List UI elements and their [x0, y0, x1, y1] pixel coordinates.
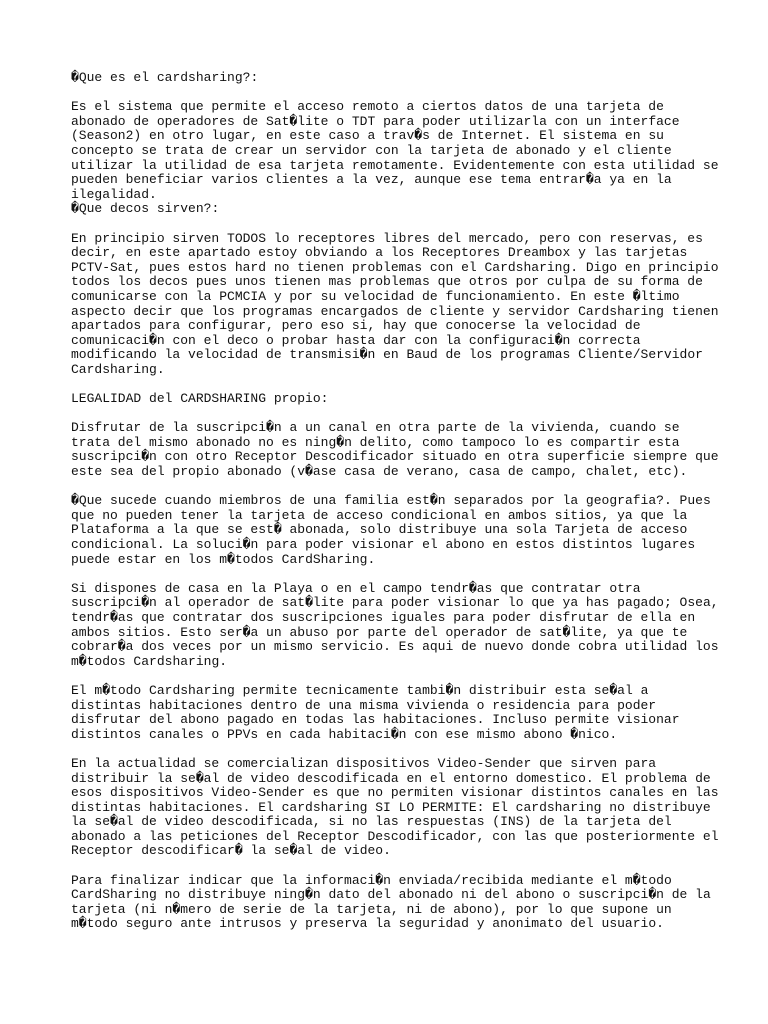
section-heading	[71, 392, 711, 407]
text-line: distintas habitaciones dentro de una misma vivienda o residencia para poder	[71, 697, 657, 713]
text-line: El m�todo Cardsharing permite tecnicamente tambi�n distribuir esta se�al a	[71, 682, 649, 698]
text-line: �Que sucede cuando miembros de una familia est�n separados por la geografia?. Pues	[71, 493, 711, 509]
text-line: modificando la velocidad de transmisi�n en Baud de los programas Cliente/Servidor	[71, 347, 703, 363]
body-paragraph	[71, 755, 719, 859]
text-line: todos los decos pues unos tienen mas problemas que otros por culpa de su forma de	[71, 274, 703, 290]
text-line: Disfrutar de la suscripci�n a un canal en otra parte de la vivienda, cuando se	[71, 420, 680, 436]
text-line: Es el sistema que permite el acceso remoto a ciertos datos de una tarjeta de	[71, 99, 664, 115]
text-line: comunicarse con la PCMCIA y por su velocidad de funcionamiento. En este �ltimo	[71, 288, 680, 304]
paragraph-spacer	[71, 217, 711, 232]
paragraph-spacer	[71, 86, 711, 101]
text-line: Cardsharing.	[71, 361, 165, 377]
body-paragraph	[71, 684, 711, 742]
text-line: Si dispones de casa en la Playa o en el campo tendr�as que contratar otra	[71, 580, 641, 596]
text-line: suscripci�n con otro Receptor Descodificador situado en otra superficie siempre que	[71, 449, 719, 465]
body-paragraph	[71, 580, 719, 670]
text-line: m�todos Cardsharing.	[71, 653, 228, 669]
text-line: suscripci�n al operador de sat�lite para poder visionar lo que ya has pagado; Osea,	[71, 595, 719, 611]
text-line: Para finalizar indicar que la informaci�n enviada/recibida mediante el m�todo	[71, 872, 672, 888]
text-line: tarjeta (ni n�mero de serie de la tarjeta, ni de abono), por lo que supone un	[71, 901, 672, 917]
text-line: ilegalidad.	[71, 186, 157, 202]
text-line: puede estar en los m�todos CardSharing.	[71, 551, 376, 567]
paragraph-spacer	[71, 669, 711, 684]
body-paragraph	[71, 99, 719, 202]
text-line: distribuir la se�al de video descodificada en el entorno domestico. El problema de	[71, 770, 711, 786]
text-line: LEGALIDAD del CARDSHARING propio:	[71, 391, 329, 407]
text-line: trata del mismo abonado no es ning�n delito, como tampoco lo es compartir esta	[71, 434, 680, 450]
paragraph-spacer	[71, 567, 711, 582]
text-line: PCTV-Sat, pues estos hard no tienen problemas con el Cardsharing. Digo en principio	[71, 259, 719, 275]
text-line: �Que es el cardsharing?:	[71, 70, 259, 85]
text-line: m�todo seguro ante intrusos y preserva la seguridad y anonimato del usuario.	[71, 916, 664, 932]
text-line: condicional. La soluci�n para poder visionar el abono en estos distintos lugares	[71, 537, 696, 552]
text-line: pueden beneficiar varios clientes a la vez, aunque ese tema entrar�a ya en la	[71, 172, 672, 188]
document-page	[71, 70, 719, 932]
text-line: (Season2) en otro lugar, en este caso a trav�s de Internet. El sistema en su	[71, 128, 664, 144]
section-heading	[71, 202, 711, 217]
text-line: aspecto decir que los programas encargados de cliente y servidor Cardsharing tienen	[71, 303, 719, 319]
paragraph-spacer	[71, 742, 711, 757]
text-line: que no pueden tener la tarjeta de acceso condicional en ambos sitios, ya que la	[71, 507, 688, 523]
text-line: concepto se trata de crear un servidor con la tarjeta de abonado y el cliente	[71, 142, 672, 158]
text-line: cobrar�a dos veces por un mismo servicio. Es aqui de nuevo donde cobra utilidad los	[71, 639, 719, 655]
text-line: utilizar la utilidad de esa tarjeta remotamente. Evidentemente con esta utilidad se	[71, 157, 719, 173]
text-line: decir, en este apartado estoy obviando a los Receptores Dreambox y las tarjetas	[71, 245, 688, 261]
paragraph-spacer	[71, 859, 711, 874]
text-line: disfrutar del abono pagado en todas las habitaciones. Incluso permite visionar	[71, 712, 680, 728]
section-heading	[71, 71, 711, 86]
text-line: ambos sitios. Esto ser�a un abuso por parte del operador de sat�lite, ya que te	[71, 624, 688, 640]
text-line: abonado a las peticiones del Receptor Descodificador, con las que posteriormente el	[71, 828, 719, 844]
text-line: apartados para configurar, pero eso si, hay que conocerse la velocidad de	[71, 318, 641, 334]
body-paragraph	[71, 874, 711, 932]
text-line: abonado de operadores de Sat�lite o TDT para poder utilizarla con un interface	[71, 113, 680, 129]
body-paragraph	[71, 420, 719, 480]
text-line: Plataforma a la que se est� abonada, solo distribuye una sola Tarjeta de acceso	[71, 522, 688, 538]
text-line: �Que decos sirven?:	[71, 201, 220, 217]
text-line: En la actualidad se comercializan dispositivos Video-Sender que sirven para	[71, 755, 657, 771]
body-paragraph	[71, 230, 719, 378]
text-line: comunicaci�n con el deco o probar hasta dar con la configuraci�n correcta	[71, 332, 641, 348]
text-line: la se�al de video descodificada, si no las respuestas (INS) de la tarjeta del	[71, 814, 672, 830]
paragraph-spacer	[71, 377, 711, 392]
text-line: Receptor descodificar� la se�al de video.	[71, 843, 391, 859]
body-paragraph	[71, 494, 711, 567]
text-line: distintas habitaciones. El cardsharing SI LO PERMITE: El cardsharing no distribuye	[71, 799, 711, 815]
text-line: CardSharing no distribuye ning�n dato del abonado ni del abono o suscripci�n de la	[71, 887, 711, 903]
text-line: este sea del propio abonado (v�ase casa de verano, casa de campo, chalet, etc).	[71, 464, 688, 480]
text-line: distintos canales o PPVs en cada habitaci�n con ese mismo abono �nico.	[71, 726, 618, 742]
text-line: tendr�as que contratar dos suscripciones iguales para poder disfrutar de ella en	[71, 609, 696, 625]
text-line: En principio sirven TODOS lo receptores libres del mercado, pero con reservas, es	[71, 230, 703, 246]
text-line: esos dispositivos Video-Sender es que no permiten visionar distintos canales en las	[71, 785, 719, 801]
